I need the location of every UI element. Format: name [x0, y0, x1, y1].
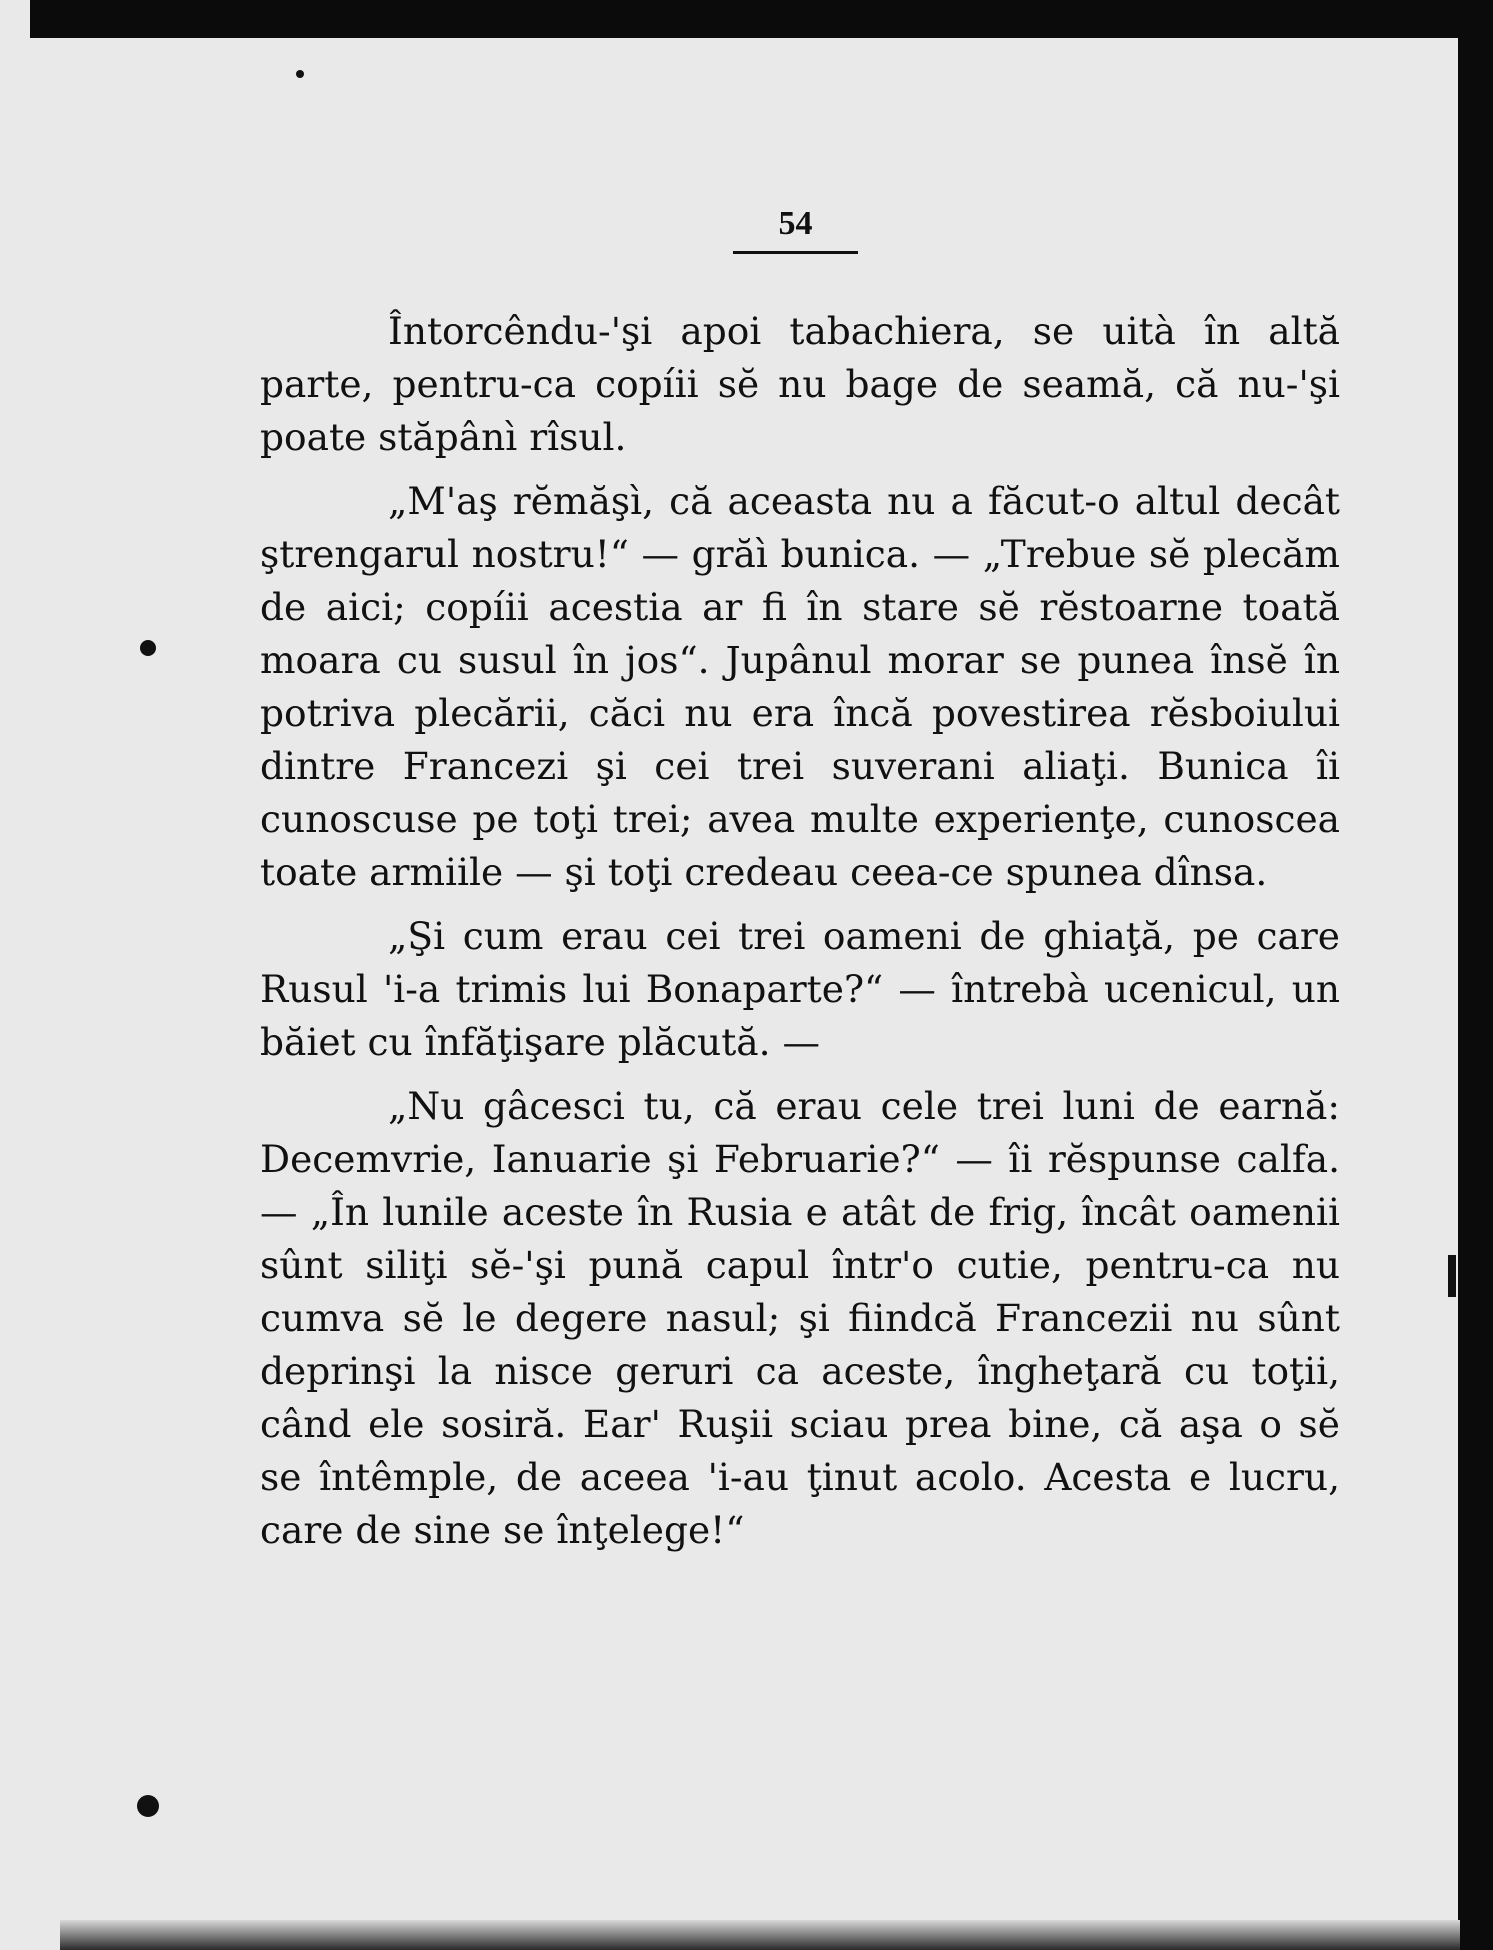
scan-top-border: [30, 0, 1493, 38]
ink-speck: [140, 640, 156, 656]
scan-edge-mark: [1448, 1255, 1456, 1297]
scan-bottom-shadow: [60, 1920, 1460, 1950]
paragraph: Întorcêndu-'şi apoi tabachiera, se uità în altă parte, pentru-ca copíii sĕ nu bage de seamă, că nu-'şi poate stăpânì rîsul.: [260, 309, 1340, 459]
ink-speck: [296, 70, 304, 78]
scan-right-border: [1458, 0, 1493, 1950]
paragraph: „M'aş rĕmăşì, că aceasta nu a făcut-o altul decât ştrengarul nostru!“ — grăì bunica. — „Trebue sĕ plecăm de aici; copíii acestia ar fi în stare sĕ rĕstoarne toată moara cu susul în jos“. Jupânul morar se punea însĕ în potriva plecării, căci nu era încă povestirea rĕsboiului dintre Francezi şi cei trei suverani aliaţi. Bunica îi cunoscuse pe toţi trei; avea multe experienţe, cunoscea toate armiile — şi toţi credeau ceea-ce spunea dînsa.: [260, 479, 1340, 894]
ink-speck: [137, 1795, 159, 1817]
paragraph: „Nu gâcesci tu, că erau cele trei luni de earnă: Decemvrie, Ianuarie şi Februarie?“ — îi rĕspunse calfa. — „În lunile aceste în Rusia e atât de frig, încât oamenii sûnt siliţi sĕ-'şi pună capul într'o cutie, pentru-ca nu cumva sĕ le degere nasul; şi fiindcă Francezii nu sûnt deprinşi la nisce geruri ca aceste, îngheţară cu toţii, când ele sosiră. Ear' Ruşii sciau prea bine, că aşa o sĕ se întêmple, de aceea 'i-au ţinut acolo. Acesta e lucru, care de sine se înţelege!“: [260, 1084, 1340, 1552]
body-text: [260, 305, 1340, 1568]
paragraph: „Şi cum erau cei trei oameni de ghiaţă, pe care Rusul 'i-a trimis lui Bonaparte?“ — întrebà ucenicul, un băiet cu înfăţişare plăcută. —: [260, 914, 1340, 1064]
page-number: 54: [733, 205, 858, 254]
